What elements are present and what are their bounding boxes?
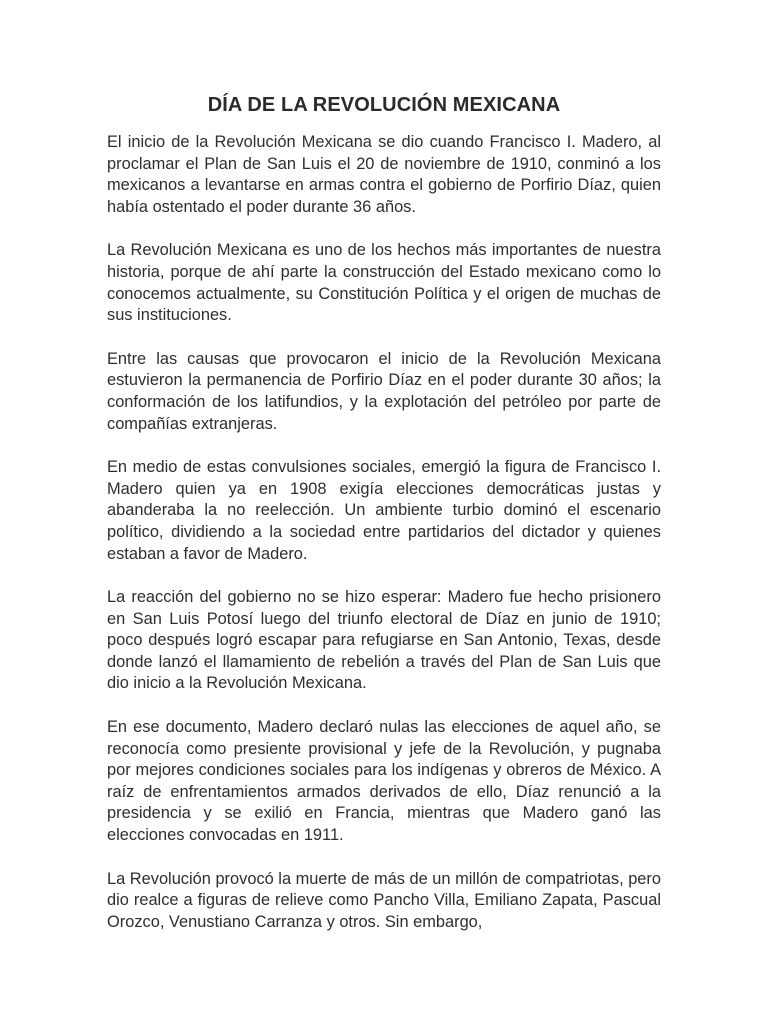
document-body bbox=[107, 132, 661, 955]
document-title: DÍA DE LA REVOLUCIÓN MEXICANA bbox=[207, 94, 561, 116]
paragraph-7: La Revolución provocó la muerte de más de un millón de compatriotas, pero dio realce a figuras de relieve como Pancho Villa, Emiliano Zapata, Pascual Orozco, Venustiano Carranza y otros. Sin embargo, bbox=[107, 869, 661, 931]
paragraph-3: Entre las causas que provocaron el inicio de la Revolución Mexicana estuvieron la permanencia de Porfirio Díaz en el poder durante 30 años; la conformación de los latifundios, y la explotación del petróleo por parte de compañías extranjeras. bbox=[107, 349, 661, 433]
paragraph-4: En medio de estas convulsiones sociales, emergió la figura de Francisco I. Madero quien ya en 1908 exigía elecciones democráticas justas y abanderaba la no reelección. Un ambiente turbio dominó el escenario político, dividiendo a la sociedad entre partidarios del dictador y quienes estaban a favor de Madero. bbox=[107, 458, 661, 563]
paragraph-2: La Revolución Mexicana es uno de los hechos más importantes de nuestra historia, porque de ahí parte la construcción del Estado mexicano como lo conocemos actualmente, su Constitución Política y el origen de muchas de sus instituciones. bbox=[107, 241, 661, 325]
paragraph-1: El inicio de la Revolución Mexicana se dio cuando Francisco I. Madero, al proclamar el Plan de San Luis el 20 de noviembre de 1910, conminó a los mexicanos a levantarse en armas contra el gobierno de Porfirio Díaz, quien había ostentado el poder durante 36 años. bbox=[107, 133, 661, 216]
paragraph-5: La reacción del gobierno no se hizo esperar: Madero fue hecho prisionero en San Luis Potosí luego del triunfo electoral de Díaz en junio de 1910; poco después logró escapar para refugiarse en San Antonio, Texas, desde donde lanzó el llamamiento de rebelión a través del Plan de San Luis que dio inicio a la Revolución Mexicana. bbox=[107, 588, 661, 693]
paragraph-6: En ese documento, Madero declaró nulas las elecciones de aquel año, se reconocía como presiente provisional y jefe de la Revolución, y pugnaba por mejores condiciones sociales para los indígenas y obreros de México. A raíz de enfrentamientos armados derivados de ello, Díaz renunció a la presidencia y se exilió en Francia, mientras que Madero ganó las elecciones convocadas en 1911. bbox=[107, 718, 661, 845]
